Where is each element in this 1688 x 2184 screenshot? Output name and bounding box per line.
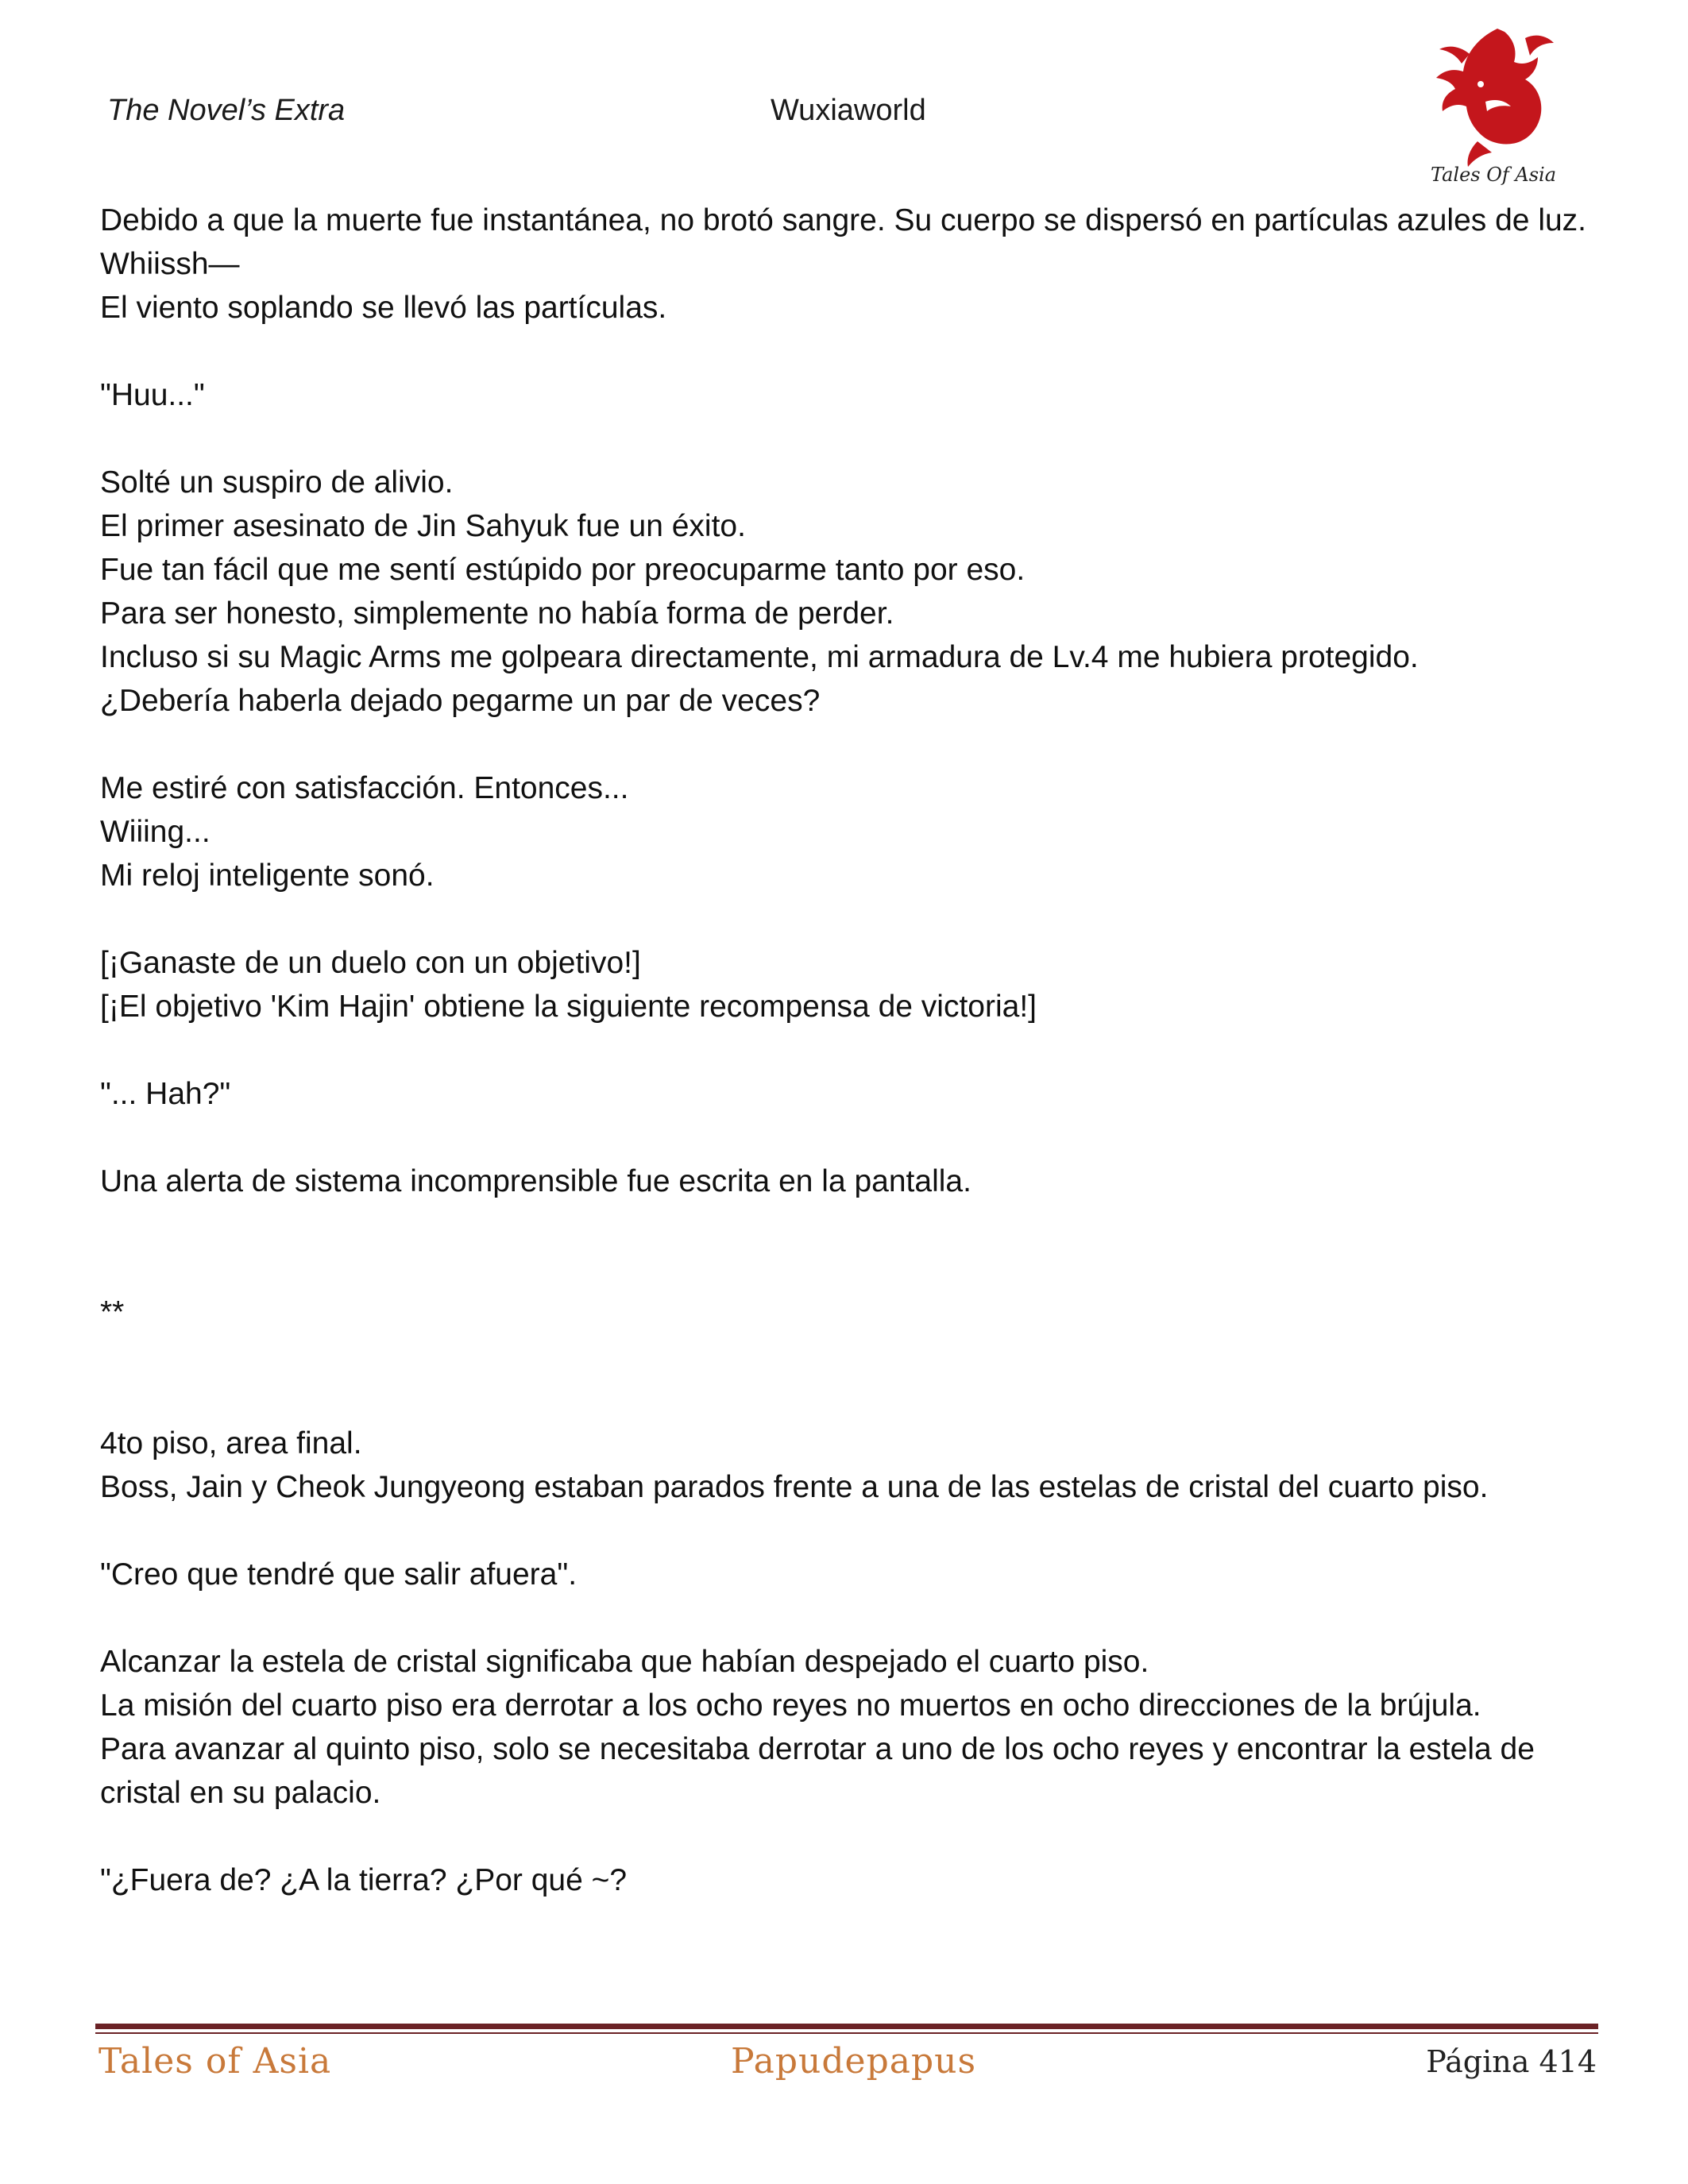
text-line: [¡El objetivo 'Kim Hajin' obtiene la siguiente recompensa de victoria!] xyxy=(100,990,1037,1024)
text-line: Debido a que la muerte fue instantánea, no brotó sangre. Su cuerpo se dispersó en partículas azules de luz. xyxy=(100,203,1587,237)
text-line: Para avanzar al quinto piso, solo se necesitaba derrotar a uno de los ocho reyes y encontrar la estela de cristal en su palacio. xyxy=(100,1732,1535,1810)
blank-line xyxy=(100,723,1593,766)
text-line: 4to piso, area final. xyxy=(100,1426,362,1461)
text-line: Para ser honesto, simplemente no había forma de perder. xyxy=(100,596,894,631)
text-line: "Huu..." xyxy=(100,378,205,412)
text-line: Solté un suspiro de alivio. xyxy=(100,465,454,500)
blank-line xyxy=(100,1815,1593,1858)
blank-line xyxy=(100,1334,1593,1378)
text-line: "Creo que tendré que salir afuera". xyxy=(100,1557,577,1592)
text-line: Mi reloj inteligente sonó. xyxy=(100,859,435,893)
text-line: El primer asesinato de Jin Sahyuk fue un éxito. xyxy=(100,509,746,543)
blank-line xyxy=(100,1509,1593,1553)
text-line: ¿Debería haberla dejado pegarme un par de veces? xyxy=(100,684,821,718)
text-line: Alcanzar la estela de cristal significaba que habían despejado el cuarto piso. xyxy=(100,1645,1149,1679)
footer-divider xyxy=(95,2024,1598,2029)
header-site-name: Wuxiaworld xyxy=(771,94,926,127)
blank-line xyxy=(100,1116,1593,1160)
text-line: La misión del cuarto piso era derrotar a los ocho reyes no muertos en ocho direcciones de la brújula. xyxy=(100,1688,1481,1723)
blank-line xyxy=(100,1247,1593,1291)
blank-line xyxy=(100,1028,1593,1072)
text-line: El viento soplando se llevó las partículas. xyxy=(100,291,667,325)
blank-line xyxy=(100,1203,1593,1247)
page-number: Página 414 xyxy=(1426,2044,1597,2079)
page-body xyxy=(100,199,1593,1902)
scene-break: ** xyxy=(100,1295,125,1329)
blank-line xyxy=(100,1378,1593,1422)
blank-line xyxy=(100,897,1593,941)
text-line: "... Hah?" xyxy=(100,1077,231,1111)
blank-line xyxy=(100,330,1593,373)
footer-publisher: Tales of Asia xyxy=(98,2041,332,2082)
blank-line xyxy=(100,417,1593,461)
header-novel-title: The Novel’s Extra xyxy=(107,94,346,127)
text-line: Boss, Jain y Cheok Jungyeong estaban parados frente a una de las estelas de cristal del cuarto piso. xyxy=(100,1470,1489,1504)
blank-line xyxy=(100,1596,1593,1640)
svg-text:Tales Of Asia: Tales Of Asia xyxy=(1430,164,1557,186)
text-line: Una alerta de sistema incomprensible fue escrita en la pantalla. xyxy=(100,1164,971,1198)
footer-divider-thin xyxy=(95,2032,1598,2034)
text-line: "¿Fuera de? ¿A la tierra? ¿Por qué ~? xyxy=(100,1863,628,1897)
text-line: Me estiré con satisfacción. Entonces... xyxy=(100,771,629,805)
text-line: Whiissh— xyxy=(100,247,240,281)
text-line: Fue tan fácil que me sentí estúpido por preocuparme tanto por eso. xyxy=(100,553,1026,587)
text-line: [¡Ganaste de un duelo con un objetivo!] xyxy=(100,946,641,980)
text-line: Incluso si su Magic Arms me golpeara directamente, mi armadura de Lv.4 me hubiera protegido. xyxy=(100,640,1419,674)
footer-translator: Papudepapus xyxy=(731,2041,977,2082)
dragon-logo-icon xyxy=(1422,22,1565,189)
text-line: Wiiing... xyxy=(100,815,211,849)
